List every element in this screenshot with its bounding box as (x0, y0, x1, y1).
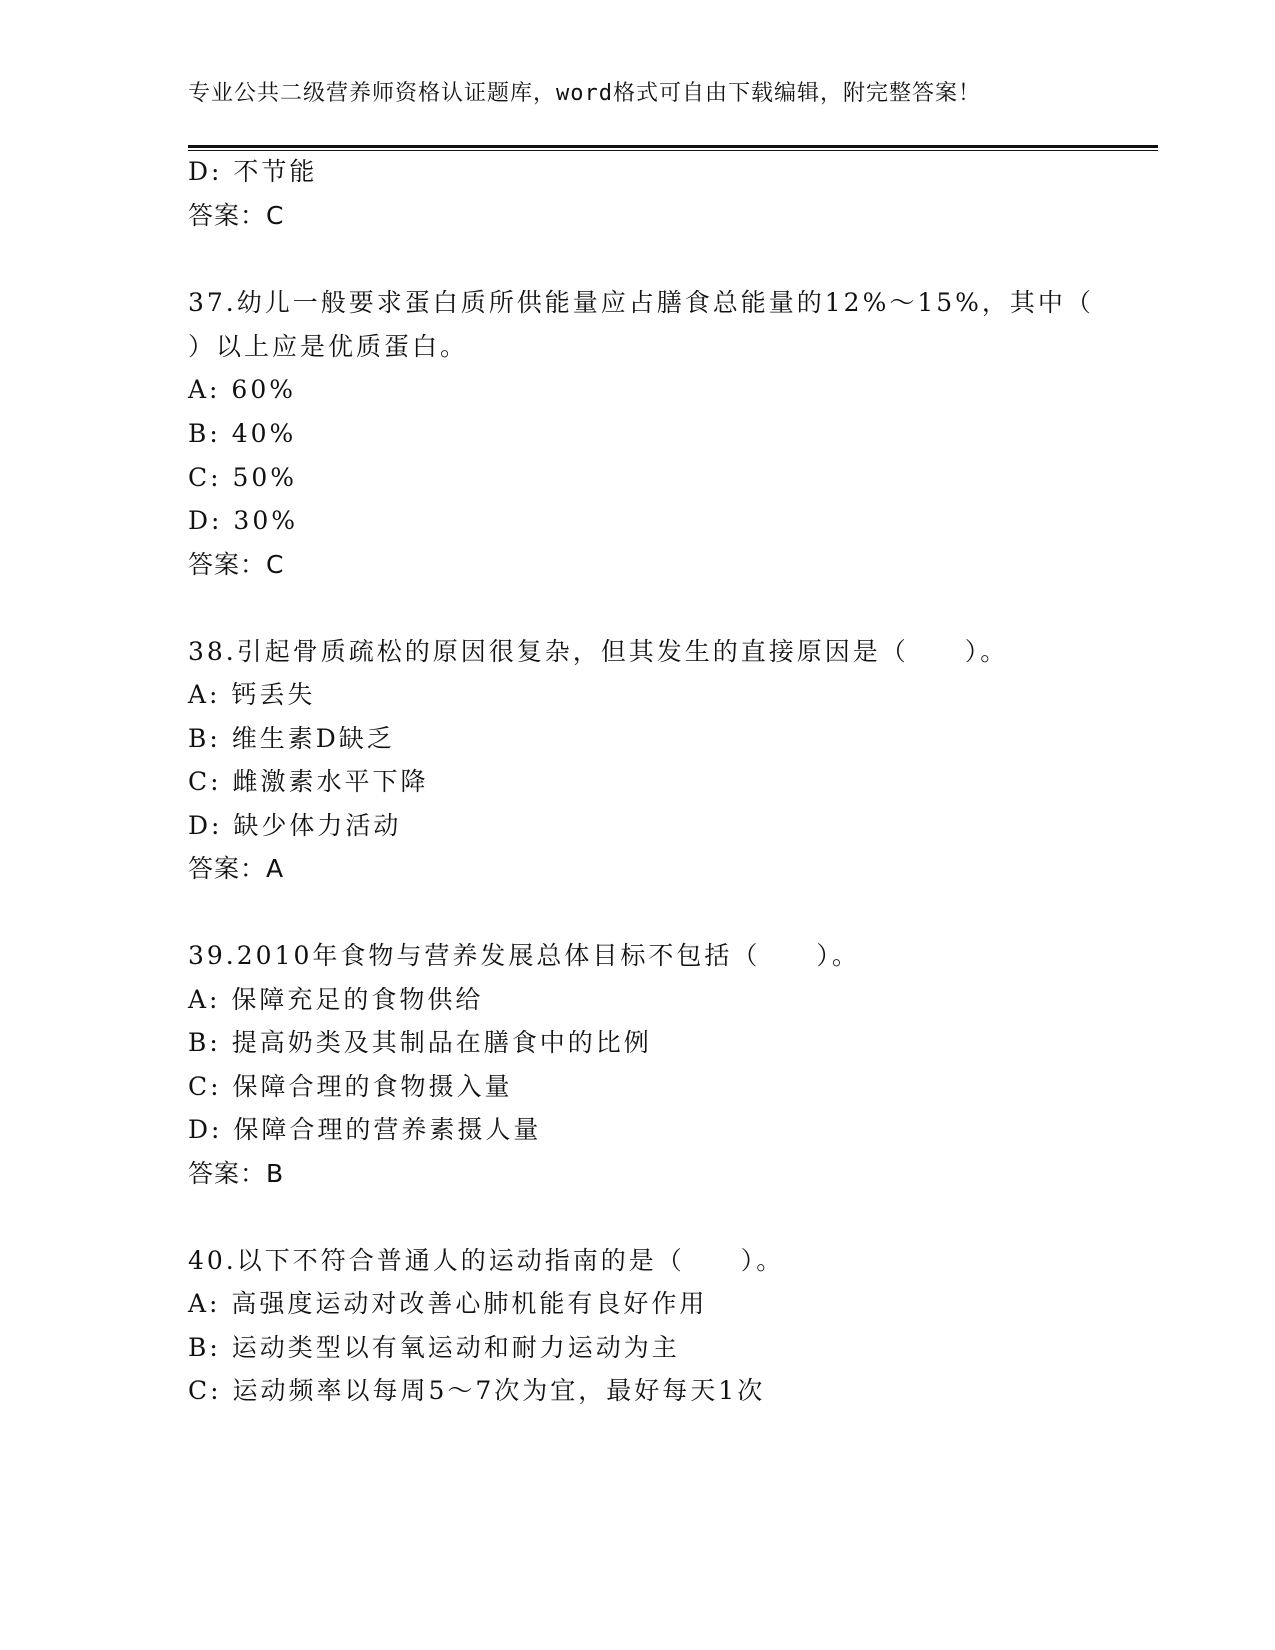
q38-option-c: C: 雌激素水平下降 (188, 767, 429, 796)
q38-option-a: A: 钙丢失 (188, 680, 316, 709)
q39-option-a: A: 保障充足的食物供给 (188, 985, 484, 1014)
q37-option-d: D: 30% (188, 506, 298, 535)
q37-stem-line2: ）以上应是优质蛋白。 (188, 332, 469, 361)
q40-option-a: A: 高强度运动对改善心肺机能有良好作用 (188, 1289, 708, 1318)
q39-option-b: B: 提高奶类及其制品在膳食中的比例 (188, 1028, 652, 1057)
q38-option-b: B: 维生素D缺乏 (188, 724, 395, 753)
q40-option-b: B: 运动类型以有氧运动和耐力运动为主 (188, 1333, 680, 1362)
q37-answer: 答案：C (188, 550, 285, 579)
q39-option-c: C: 保障合理的食物摄入量 (188, 1072, 513, 1101)
q40-stem: 40.以下不符合普通人的运动指南的是（ ）。 (188, 1246, 785, 1275)
q37-option-b: B: 40% (188, 419, 297, 448)
header-rule-thick (188, 145, 1158, 148)
header-rule-thin (188, 150, 1158, 151)
q38-stem: 38.引起骨质疏松的原因很复杂，但其发生的直接原因是（ ）。 (188, 637, 1009, 666)
prev-answer: 答案：C (188, 201, 285, 230)
q40-option-c: C: 运动频率以每周5～7次为宜，最好每天1次 (188, 1376, 766, 1405)
q37-option-c: C: 50% (188, 463, 298, 492)
q39-answer: 答案：B (188, 1159, 285, 1188)
q38-answer: 答案：A (188, 854, 285, 883)
q39-option-d: D: 保障合理的营养素摄人量 (188, 1115, 542, 1144)
q38-option-d: D: 缺少体力活动 (188, 811, 402, 840)
q37-stem-line1: 37.幼儿一般要求蛋白质所供能量应占膳食总能量的12%～15%，其中（ (188, 288, 1094, 317)
q37-option-a: A: 60% (188, 375, 296, 404)
page-header: 专业公共二级营养师资格认证题库，word格式可自由下载编辑，附完整答案！ (188, 81, 981, 106)
q39-stem: 39.2010年食物与营养发展总体目标不包括（ ）。 (188, 941, 860, 970)
prev-option-d: D: 不节能 (188, 157, 318, 186)
